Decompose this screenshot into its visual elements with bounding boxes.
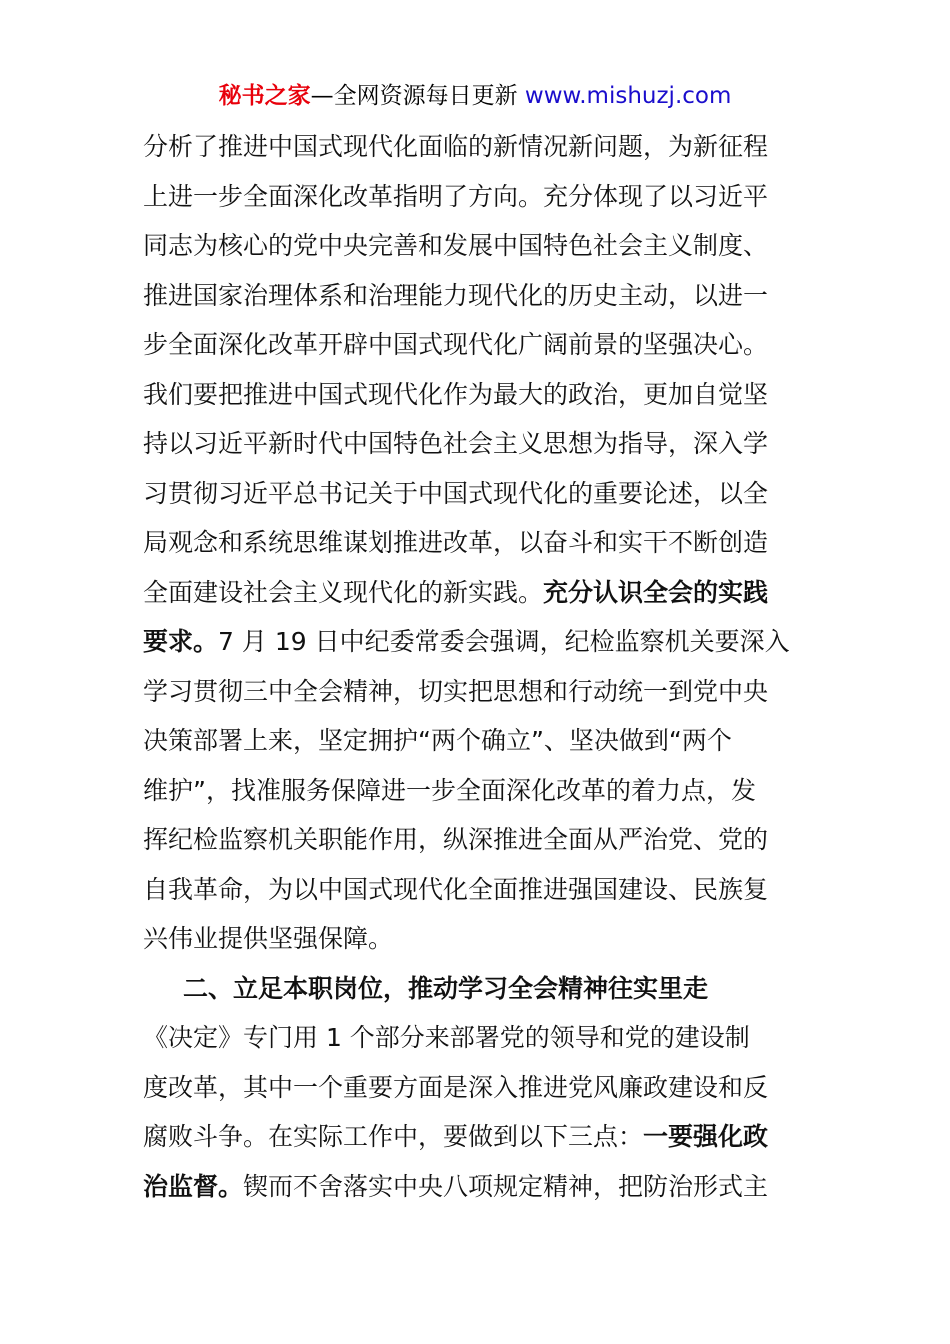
text-line: 我们要把推进中国式现代化作为最大的政治，更加自觉坚 — [143, 379, 769, 409]
text-line: 决策部署上来，坚定拥护“两个确立”、坚决做到“两个 — [143, 726, 732, 755]
site-header — [0, 80, 950, 112]
bold-text-run: 一要强化政 — [643, 1122, 769, 1151]
text-line: 兴伟业提供坚强保障。 — [143, 924, 394, 953]
site-url-link[interactable]: www.mishuzj.com — [524, 83, 732, 109]
text-line: 挥纪检监察机关职能作用，纵深推进全面从严治党、党的 — [143, 825, 769, 854]
text-line: 习贯彻习近平总书记关于中国式现代化的重要论述，以全 — [143, 478, 769, 508]
text-line: 推进国家治理体系和治理能力现代化的历史主动，以进一 — [143, 280, 769, 310]
bold-text-run: 要求。 — [143, 627, 219, 656]
text-line: 同志为核心的党中央完善和发展中国特色社会主义制度、 — [143, 231, 769, 260]
site-tagline: —全网资源每日更新 — [310, 83, 518, 109]
text-line: 《决定》专门用 1 个部分来部署党的领导和党的建设制 — [143, 1023, 750, 1052]
text-line: 分析了推进中国式现代化面临的新情况新问题，为新征程 — [143, 132, 769, 161]
text-line — [143, 617, 803, 667]
text-line: 度改革，其中一个重要方面是深入推进党风廉政建设和反 — [143, 1072, 769, 1102]
text-line: 维护”，找准服务保障进一步全面深化改革的着力点，发 — [143, 775, 756, 805]
text-run: 7 月 19 日中纪委常委会强调，纪检监察机关要深入 — [218, 627, 790, 656]
text-line — [143, 1162, 803, 1212]
text-line: 学习贯彻三中全会精神，切实把思想和行动统一到党中央 — [143, 676, 769, 706]
bold-text-run: 充分认识全会的实践 — [543, 577, 769, 607]
section-heading: 二、立足本职岗位，推动学习全会精神往实里走 — [183, 973, 709, 1003]
bold-text-run: 治监督。 — [143, 1171, 244, 1201]
text-run: 锲而不舍落实中央八项规定精神，把防治形式主 — [243, 1171, 769, 1201]
document-body — [143, 122, 803, 1211]
site-brand: 秘书之家 — [218, 83, 311, 109]
text-line: 局观念和系统思维谋划推进改革，以奋斗和实干不断创造 — [143, 528, 769, 557]
text-run: 全面建设社会主义现代化的新实践。 — [143, 577, 544, 607]
text-line: 步全面深化改革开辟中国式现代化广阔前景的坚强决心。 — [143, 330, 769, 359]
text-line: 上进一步全面深化改革指明了方向。充分体现了以习近平 — [143, 181, 769, 211]
text-line: 持以习近平新时代中国特色社会主义思想为指导，深入学 — [143, 429, 769, 458]
text-line — [143, 568, 803, 618]
text-line: 自我革命，为以中国式现代化全面推进强国建设、民族复 — [143, 874, 769, 904]
text-line — [143, 1112, 803, 1162]
text-run: 腐败斗争。在实际工作中，要做到以下三点： — [143, 1122, 644, 1151]
